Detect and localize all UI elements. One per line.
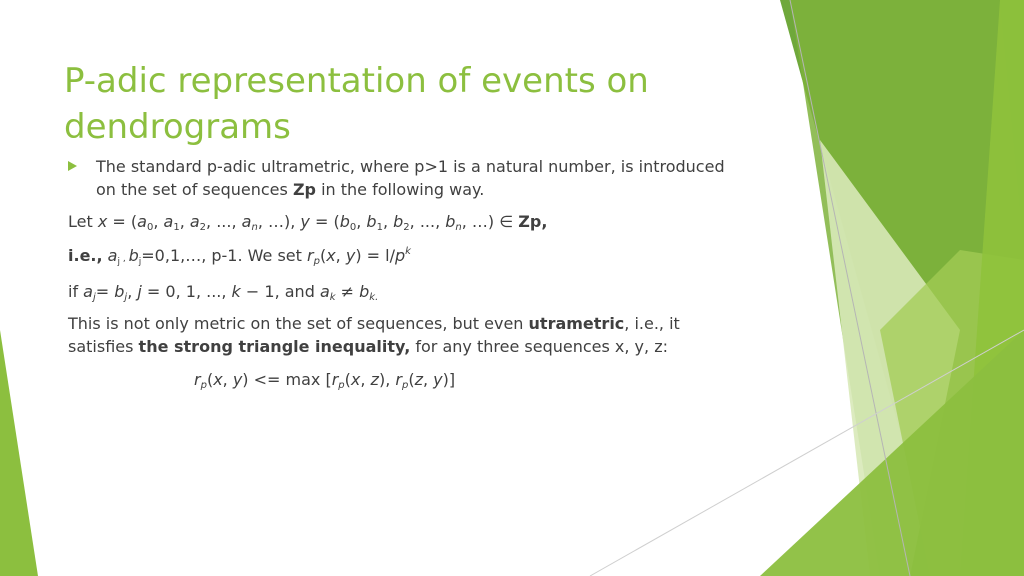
sequence-definition-line: Let $x = (a_0$, $a_1$, $a_2$, ..., $a_n$, …), $y = (b_0$, $b_1$, $b_2$, ..., $b_n$, …) ∈ Zp, [68,212,548,233]
triangle-bullet-icon [68,161,77,171]
ultrametric-statement: This is not only metric on the set of sequences, but even utrametric, i.e., it satisfies the strong triangle inequality, for any three sequences x, y, z: [68,314,680,356]
bullet-text: The standard p-adic ultrametric, where p>1 is a natural number, is introduced on the set of sequences Zp in the following way. [96,157,725,199]
left-edge-triangle [0,330,38,576]
metric-definition-line: i.e., $a_j$ , $b_j=0,1,\dots$, p-1. We set $r_p(x$, $y) = l/p^k$ [68,246,411,267]
strong-triangle-formula: $r_p(x$, $y) <= \max [r_p(x$, z), $r_p(z$, y)] [194,370,456,391]
slide-title: P-adic representation of events on dendrograms [64,61,649,147]
condition-line: if $a_j= b_j$, j = 0, 1, ..., k − 1, and $a_k \ne b_{k.}$ [68,282,379,303]
